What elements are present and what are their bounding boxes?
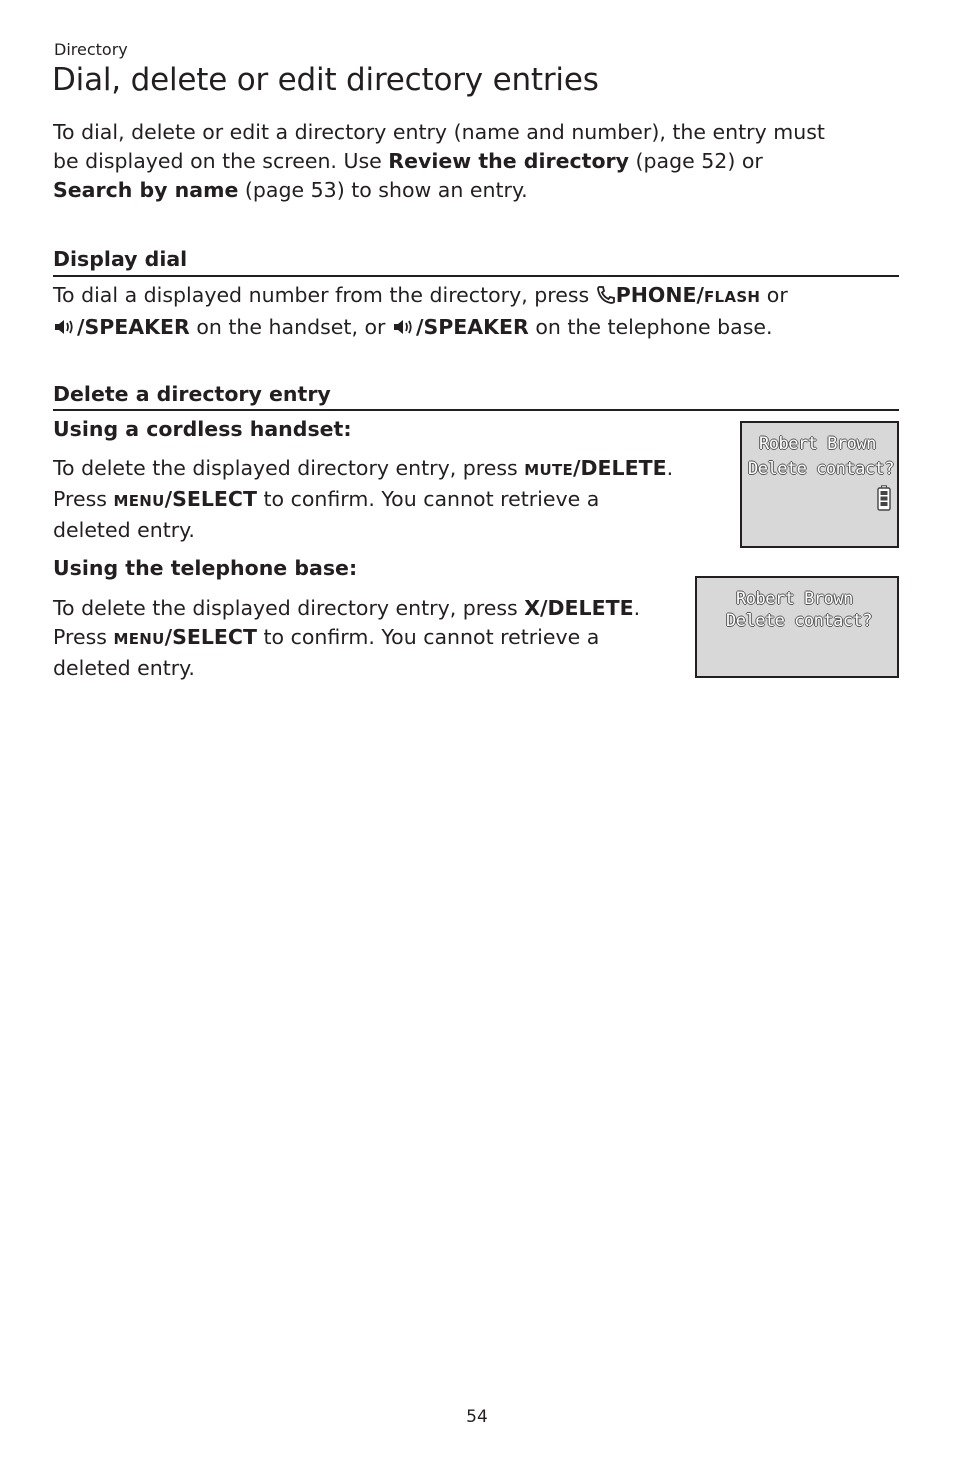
body-text: Press (53, 487, 114, 511)
speaker-icon (392, 316, 416, 345)
body-text: on the handset, or (189, 315, 392, 339)
lcd-contact-name: Robert Brown (759, 434, 876, 454)
lcd-delete-prompt: Delete contact? (748, 459, 895, 479)
section-tag: Directory (54, 40, 128, 59)
search-by-name-link: Search by name (53, 178, 239, 202)
handset-line-1 (53, 454, 673, 485)
intro-line-1: To dial, delete or edit a directory entry (name and number), the entry must (53, 120, 825, 144)
menu-key-label: MENU (113, 492, 165, 510)
intro-paragraph (53, 118, 825, 205)
body-text: to confirm. You cannot retrieve a (256, 487, 600, 511)
display-dial-line-1 (53, 281, 788, 313)
base-line-1 (53, 594, 640, 623)
handset-subheading: Using a cordless handset: (53, 417, 352, 441)
body-text: To dial a displayed number from the directory, press (53, 283, 596, 307)
body-text: To delete the displayed directory entry, press (53, 596, 525, 620)
body-text: to confirm. You cannot retrieve a (256, 625, 600, 649)
handset-lcd-screen (740, 421, 899, 548)
base-subheading: Using the telephone base: (53, 556, 358, 580)
intro-text: be displayed on the screen. Use (53, 149, 389, 173)
delete-key-label: /DELETE (573, 456, 667, 480)
body-text: . (633, 596, 641, 620)
phone-key-label: PHONE/ (615, 283, 704, 307)
display-dial-heading: Display dial (53, 247, 188, 271)
review-directory-link: Review the directory (388, 149, 629, 173)
handset-paragraph (53, 454, 673, 545)
select-key-label: /SELECT (164, 487, 257, 511)
page-title: Dial, delete or edit directory entries (52, 62, 599, 98)
display-dial-line-2 (53, 313, 788, 345)
intro-text: (page 52) or (629, 149, 763, 173)
phone-icon (596, 284, 616, 313)
lcd-contact-name: Robert Brown (736, 589, 853, 609)
delete-entry-heading: Delete a directory entry (53, 382, 331, 406)
battery-icon (877, 485, 891, 515)
base-paragraph (53, 594, 640, 683)
section-divider (53, 275, 899, 277)
body-text: or (760, 283, 788, 307)
mute-key-label: MUTE (524, 461, 574, 479)
base-lcd-screen (695, 576, 899, 678)
lcd-delete-prompt: Delete contact? (726, 611, 873, 631)
base-line-3: deleted entry. (53, 656, 195, 680)
body-text: To delete the displayed directory entry, press (53, 456, 525, 480)
intro-text: (page 53) to show an entry. (238, 178, 528, 202)
base-line-2 (53, 623, 640, 654)
speaker-key-label: /SPEAKER (415, 315, 529, 339)
handset-line-2 (53, 485, 673, 516)
body-text: . (666, 456, 674, 480)
select-key-label: /SELECT (164, 625, 257, 649)
intro-line-2 (53, 147, 825, 176)
display-dial-paragraph (53, 281, 788, 345)
x-delete-key-label: X/DELETE (524, 596, 634, 620)
handset-line-3: deleted entry. (53, 518, 195, 542)
speaker-icon (53, 316, 77, 345)
body-text: on the telephone base. (528, 315, 773, 339)
page-number: 54 (466, 1407, 488, 1427)
body-text: Press (53, 625, 114, 649)
flash-key-label: FLASH (704, 288, 761, 306)
section-divider (53, 409, 899, 411)
speaker-key-label: /SPEAKER (77, 315, 190, 339)
intro-line-3 (53, 176, 825, 205)
menu-key-label: MENU (113, 630, 165, 648)
